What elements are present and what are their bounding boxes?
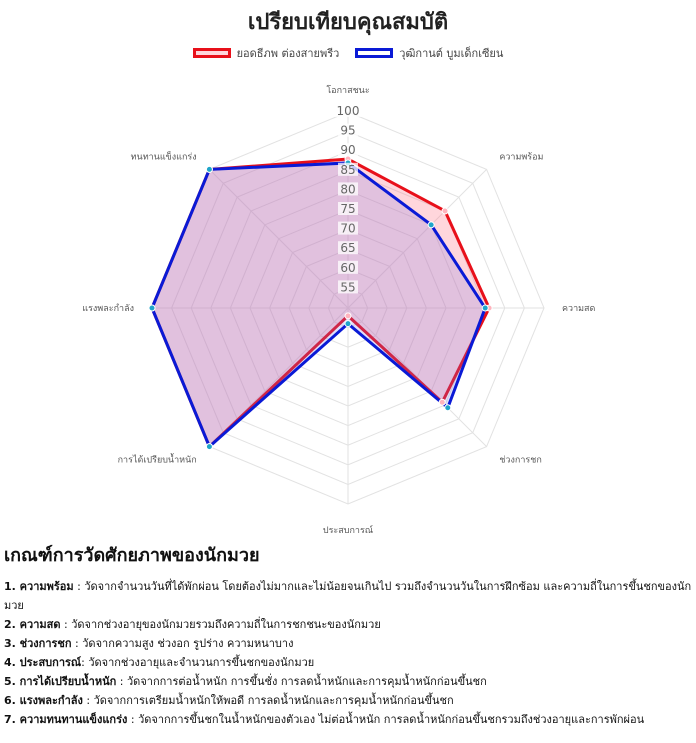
criteria-separator: : (127, 713, 139, 726)
axis-label-3: ความสด (562, 304, 596, 314)
criteria-item-2 (4, 615, 692, 634)
criteria-item-7 (4, 710, 692, 729)
criteria-term: 3. ช่วงการชก (4, 637, 72, 650)
criteria-term: 7. ความทนทานแข็งแกร่ง (4, 713, 128, 726)
series-1-point-5[interactable] (345, 313, 351, 319)
axis-label-7: แรงพละกำลัง (82, 304, 134, 314)
criteria-heading: เกณฑ์การวัดศักยภาพของนักมวย (4, 545, 260, 566)
series-1-point-2[interactable] (442, 208, 448, 214)
criteria-item-5 (4, 672, 692, 691)
tick-label-80: 80 (340, 182, 356, 197)
criteria-description: วัดจากการต่อน้ำหนัก การขึ้นชั่ง การลดน้ำหนักและการคุมน้ำหนักก่อนขึ้นชก (127, 675, 487, 688)
legend-label-series-1: ยอดธีภพ ต่องสายพรีว (236, 47, 340, 60)
axis-label-2: ความพร้อม (499, 152, 544, 163)
criteria-item-6 (4, 691, 692, 710)
tick-label-100: 100 (336, 104, 360, 118)
criteria-term: 2. ความสด (4, 618, 61, 631)
criteria-list (4, 577, 692, 729)
chart-title: เปรียบเทียบคุณสมบัติ (247, 10, 449, 35)
criteria-separator: : (73, 580, 85, 593)
criteria-item-3 (4, 634, 692, 653)
series-2-point-6[interactable] (206, 444, 212, 450)
criteria-description: วัดจากการเตรียมน้ำหนักให้พอดี การลดน้ำหนักและการคุมน้ำหนักก่อนขึ้นชก (93, 694, 454, 707)
tick-label-95: 95 (340, 123, 356, 138)
criteria-description: วัดจากช่วงอายุของนักมวยรวมถึงความถี่ในการชกชนะของนักมวย (71, 618, 381, 631)
legend-swatch-series-1 (193, 48, 231, 58)
tick-label-85: 85 (340, 162, 356, 177)
criteria-term: 1. ความพร้อม (4, 580, 74, 593)
series-2-point-4[interactable] (445, 405, 451, 411)
criteria-item-1 (4, 577, 692, 615)
tick-label-90: 90 (340, 143, 356, 158)
criteria-separator: : (60, 618, 72, 631)
axis-label-4: ช่วงการชก (499, 455, 542, 466)
series-2-point-8[interactable] (206, 166, 212, 172)
radar-chart (0, 60, 696, 538)
criteria-description: วัดจากความสูง ช่วงอก รูปร่าง ความหนาบาง (82, 637, 294, 650)
criteria-separator: : (116, 675, 127, 688)
legend-label-series-2: วุฒิกานต์ บูมเด็กเซียน (399, 47, 504, 60)
legend-swatch-series-2 (355, 48, 393, 58)
tick-label-75: 75 (340, 202, 356, 216)
series-1-point-4[interactable] (439, 399, 445, 405)
criteria-description: วัดจากจำนวนวันที่ได้พักผ่อน โดยต้องไม่มากและไม่น้อยจนเกินไป รวมถึงจำนวนวันในการฝึกซ้อม และความถี่ในการขึ้นชกของนักมวย (4, 580, 692, 612)
criteria-term: 5. การได้เปรียบน้ำหนัก (4, 675, 117, 688)
series-2-point-7[interactable] (149, 305, 155, 311)
series-2-point-5[interactable] (345, 321, 351, 327)
criteria-description: วัดจากการขึ้นชกในน้ำหนักของตัวเอง ไม่ต่อน้ำหนัก การลดน้ำหนักก่อนขึ้นชกรวมถึงช่วงอายุและการพักผ่อน (138, 713, 645, 726)
axis-label-1: โอกาสชนะ (326, 86, 370, 96)
criteria-term: 4. ประสบการณ์ (4, 656, 82, 669)
criteria-separator: : (82, 694, 94, 707)
axis-label-8: ทนทานแข็งแกร่ง (130, 152, 197, 163)
series-2-point-3[interactable] (482, 305, 488, 311)
criteria-item-4 (4, 653, 692, 672)
axis-label-5: ประสบการณ์ (322, 526, 374, 536)
tick-label-55: 55 (340, 280, 356, 295)
tick-label-60: 60 (340, 260, 356, 275)
criteria-description: วัดจากช่วงอายุและจำนวนการขึ้นชกของนักมวย (88, 656, 315, 669)
criteria-section (4, 540, 692, 729)
criteria-separator: : (71, 637, 83, 650)
tick-label-70: 70 (340, 221, 356, 236)
criteria-separator: : (81, 656, 89, 669)
criteria-term: 6. แรงพละกำลัง (4, 694, 83, 707)
axis-label-6: การได้เปรียบน้ำหนัก (117, 455, 197, 466)
series-2-point-2[interactable] (428, 222, 434, 228)
tick-label-65: 65 (340, 241, 356, 256)
